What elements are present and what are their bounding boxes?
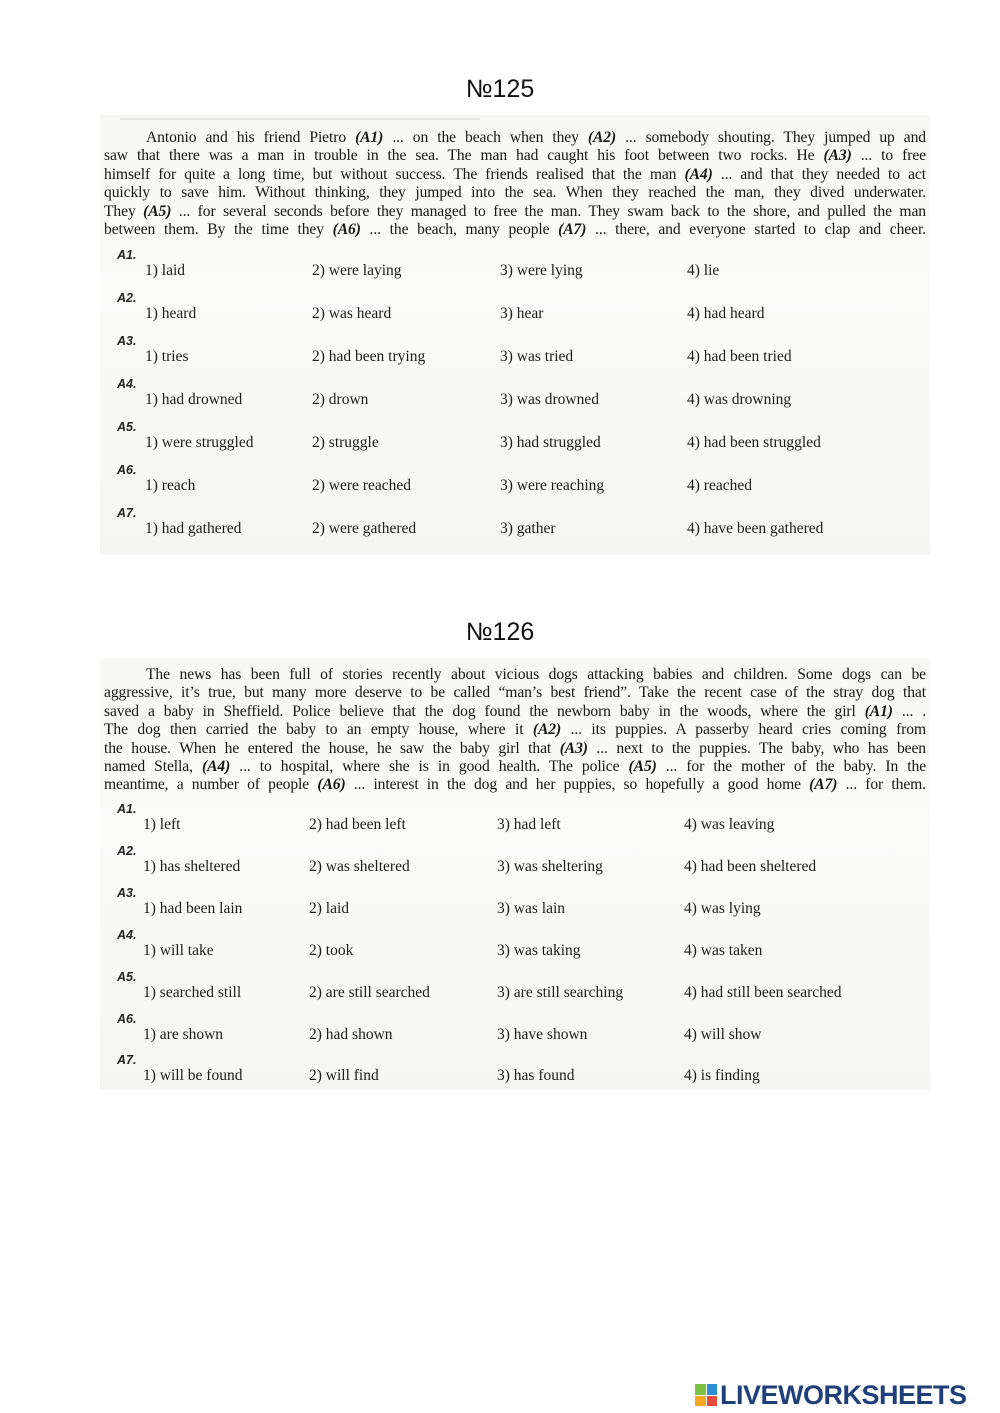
question-a5: [100, 970, 930, 1013]
logo-square: [707, 1396, 718, 1407]
answer-option[interactable]: 3) hear: [500, 305, 544, 322]
question-label: A6.: [117, 463, 137, 477]
answer-option[interactable]: 2) are still searched: [309, 984, 430, 1001]
answer-option[interactable]: 4) was leaving: [684, 816, 775, 833]
question-label: A1.: [117, 248, 137, 262]
question-label: A5.: [117, 420, 137, 434]
passage-line: the house. When he entered the house, he saw the baby girl that (A3) ... next to the puppies. The baby, who has been: [104, 739, 926, 757]
answer-option[interactable]: 1) has sheltered: [143, 858, 241, 875]
answer-option[interactable]: 2) was heard: [312, 305, 392, 322]
answer-option[interactable]: 1) will be found: [143, 1067, 243, 1084]
answer-option[interactable]: 4) is finding: [684, 1067, 760, 1084]
answer-option[interactable]: 4) was taken: [684, 942, 763, 959]
question-a6: [100, 463, 930, 506]
question-label: A3.: [117, 886, 137, 900]
logo-square: [707, 1384, 718, 1395]
answer-option[interactable]: 3) have shown: [497, 1026, 588, 1043]
question-a3: [100, 886, 930, 929]
answer-option[interactable]: 2) were gathered: [312, 520, 417, 537]
passage-line: The dog then carried the baby to an empty house, where it (A2) ... its puppies. A passerby heard cries coming from: [104, 721, 926, 739]
question-a4: [100, 377, 930, 420]
scanned-exercise-126: [100, 658, 930, 1090]
question-a4: [100, 928, 930, 971]
answer-option[interactable]: 2) will find: [309, 1067, 379, 1084]
answer-option[interactable]: 1) were struggled: [145, 434, 254, 451]
question-a3: [100, 334, 930, 377]
answer-option[interactable]: 1) had gathered: [145, 520, 242, 537]
answer-option[interactable]: 4) reached: [687, 477, 752, 494]
answer-option[interactable]: 2) had been trying: [312, 348, 426, 365]
exercise-title-126: №126: [465, 618, 535, 646]
answer-option[interactable]: 4) was drowning: [687, 391, 792, 408]
answer-option[interactable]: 2) laid: [309, 900, 350, 917]
answer-option[interactable]: 2) drown: [312, 391, 369, 408]
answer-option[interactable]: 3) was drowned: [500, 391, 600, 408]
question-a5: [100, 420, 930, 463]
answer-option[interactable]: 2) was sheltered: [309, 858, 410, 875]
answer-option[interactable]: 2) had shown: [309, 1026, 393, 1043]
question-label: A2.: [117, 291, 137, 305]
question-label: A7.: [117, 1053, 137, 1067]
answer-option[interactable]: 1) will take: [143, 942, 214, 959]
passage-line: quickly to save him. Without thinking, they jumped into the sea. When they reached the man, they dived underwater.: [104, 184, 926, 202]
answer-option[interactable]: 4) had been sheltered: [684, 858, 817, 875]
answer-option[interactable]: 4) will show: [684, 1026, 762, 1043]
question-label: A5.: [117, 970, 137, 984]
question-a6: [100, 1012, 930, 1055]
question-label: A4.: [117, 928, 137, 942]
passage-line: The news has been full of stories recently about vicious dogs attacking babies and children. Some dogs can be: [146, 666, 926, 683]
answer-option[interactable]: 4) had been struggled: [687, 434, 821, 451]
answer-option[interactable]: 4) lie: [687, 262, 720, 279]
passage-line: named Stella, (A4) ... to hospital, where she is in good health. The police (A5) ... for the mother of the baby. In the: [104, 758, 927, 776]
answer-option[interactable]: 2) took: [309, 942, 354, 959]
question-a7: [100, 1053, 930, 1096]
answer-option[interactable]: 1) reach: [145, 477, 196, 494]
exercise-title-125: №125: [465, 75, 535, 103]
logo-cube-icon: [695, 1384, 717, 1406]
answer-option[interactable]: 3) gather: [500, 520, 556, 537]
question-a7: [100, 506, 930, 549]
answer-option[interactable]: 3) was tried: [500, 348, 574, 365]
answer-option[interactable]: 4) have been gathered: [687, 520, 824, 537]
answer-option[interactable]: 3) had left: [497, 816, 561, 833]
answer-option[interactable]: 1) had been lain: [143, 900, 243, 917]
question-a1: [100, 802, 930, 845]
answer-option[interactable]: 1) heard: [145, 305, 197, 322]
question-a2: [100, 844, 930, 887]
passage-line: meantime, a number of people (A6) ... interest in the dog and her puppies, so hopefully a good home (A7) ... for them.: [104, 776, 926, 794]
answer-option[interactable]: 3) has found: [497, 1067, 575, 1084]
answer-option[interactable]: 3) was lain: [497, 900, 566, 917]
question-label: A1.: [117, 802, 137, 816]
answer-option[interactable]: 3) was taking: [497, 942, 581, 959]
answer-option[interactable]: 4) had still been searched: [684, 984, 842, 1001]
answer-option[interactable]: 4) had heard: [687, 305, 765, 322]
answer-option[interactable]: 3) are still searching: [497, 984, 624, 1001]
passage-125: [104, 129, 926, 239]
passage-line: himself for quite a long time, but without success. The friends realised that the man (A4) ... and that they needed to act: [104, 165, 926, 183]
passage-line: They (A5) ... for several seconds before they managed to free the man. They swam back to the shore, and pulled the man: [104, 202, 926, 220]
answer-option[interactable]: 4) was lying: [684, 900, 761, 917]
answer-option[interactable]: 1) searched still: [143, 984, 242, 1001]
answer-option[interactable]: 1) left: [143, 816, 181, 833]
answer-option[interactable]: 3) had struggled: [500, 434, 601, 451]
answer-option[interactable]: 2) were laying: [312, 262, 402, 279]
liveworksheets-logo: [695, 1380, 967, 1410]
question-label: A3.: [117, 334, 137, 348]
question-label: A6.: [117, 1012, 137, 1026]
logo-text: LIVEWORKSHEETS: [720, 1379, 967, 1410]
answer-option[interactable]: 1) tries: [145, 348, 189, 365]
answer-option[interactable]: 3) was sheltering: [497, 858, 603, 875]
question-a1: [100, 248, 930, 291]
question-label: A7.: [117, 506, 137, 520]
question-label: A4.: [117, 377, 137, 391]
passage-126: [104, 666, 926, 795]
answer-option[interactable]: 2) were reached: [312, 477, 411, 494]
scanned-exercise-125: [100, 115, 930, 555]
answer-option[interactable]: 2) had been left: [309, 816, 406, 833]
passage-line: saved a baby in Sheffield. Police believe that the dog found the newborn baby in the woods, where the girl (A1) ... .: [104, 702, 927, 720]
logo-square: [695, 1384, 706, 1395]
answer-option[interactable]: 2) struggle: [312, 434, 379, 451]
passage-line: aggressive, it’s true, but many more deserve to be called “man’s best friend”. Take the recent case of the stray dog that: [104, 684, 926, 702]
question-label: A2.: [117, 844, 137, 858]
answer-option[interactable]: 1) had drowned: [145, 391, 243, 408]
answer-option[interactable]: 3) were reaching: [500, 477, 605, 494]
passage-line: saw that there was a man in trouble in the sea. The man had caught his foot between two rocks. He (A3) ... to free: [104, 147, 926, 165]
logo-square: [695, 1396, 706, 1407]
answer-option[interactable]: 1) laid: [145, 262, 186, 279]
answer-option[interactable]: 4) had been tried: [687, 348, 792, 365]
answer-option[interactable]: 1) are shown: [143, 1026, 224, 1043]
passage-line: Antonio and his friend Pietro (A1) ... on the beach when they (A2) ... somebody shouting. They jumped up and: [146, 129, 926, 146]
question-a2: [100, 291, 930, 334]
passage-line: between them. By the time they (A6) ... the beach, many people (A7) ... there, and everyone started to clap and cheer.: [104, 221, 926, 239]
answer-option[interactable]: 3) were lying: [500, 262, 583, 279]
